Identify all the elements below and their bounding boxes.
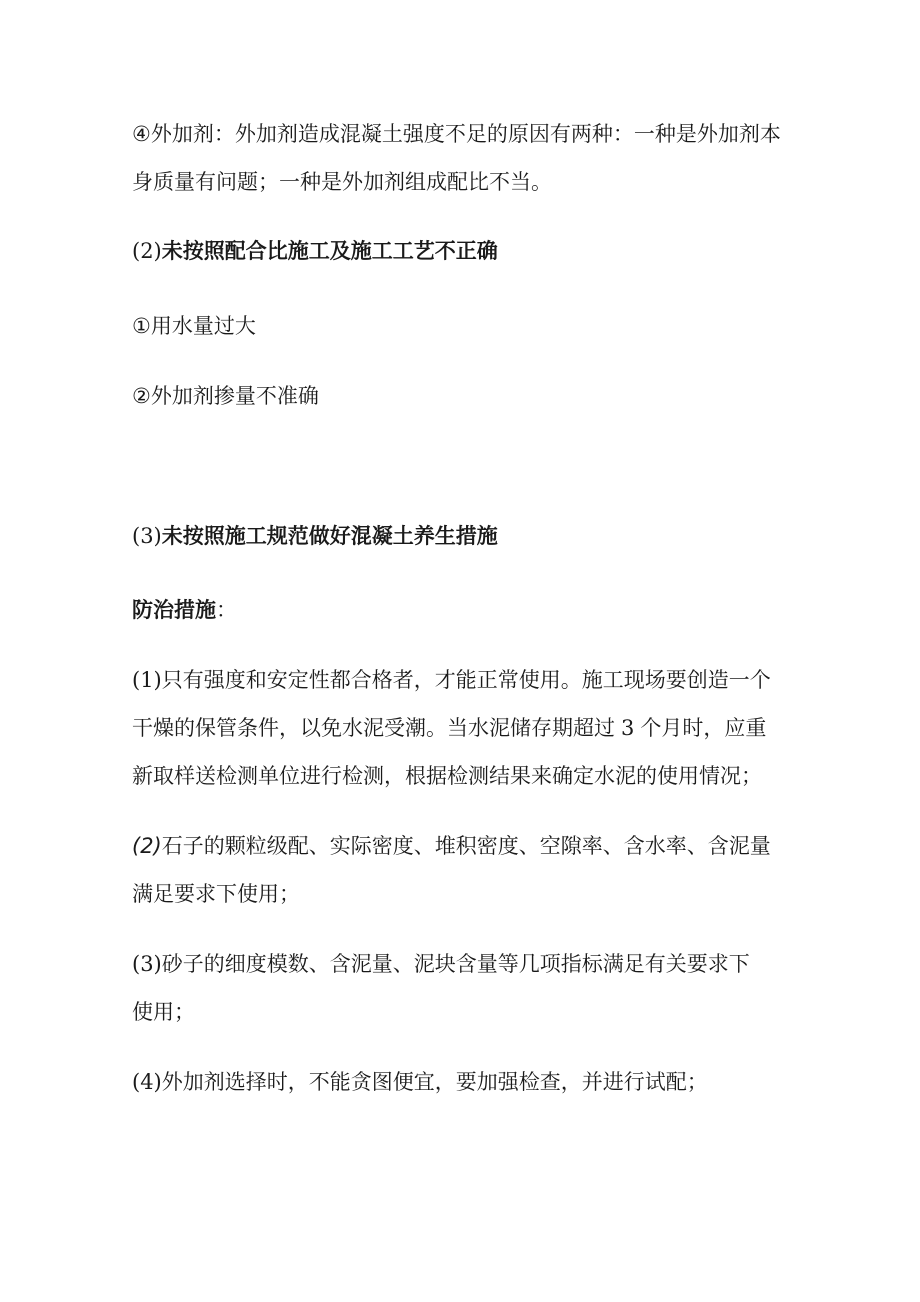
heading-line <box>132 512 800 560</box>
text-line: 新取样送检测单位进行检测，根据检测结果来确定水泥的使用情况； <box>132 764 762 788</box>
text-line: 满足要求下使用； <box>132 882 300 906</box>
list-item-water-excess <box>132 302 800 350</box>
text-line: ④外加剂：外加剂造成混凝土强度不足的原因有两种：一种是外加剂本 <box>132 122 781 146</box>
list-item-admixture-dosage <box>132 372 800 420</box>
item-number: (3) <box>132 952 162 976</box>
heading-colon: ： <box>216 598 237 622</box>
text-line: ②外加剂掺量不准确 <box>132 384 319 408</box>
measure-item-1 <box>132 656 800 800</box>
heading-line <box>132 586 800 634</box>
text-line <box>132 940 800 988</box>
text-line <box>132 656 800 704</box>
heading-line <box>132 227 800 275</box>
item-number: (4) <box>132 1070 162 1094</box>
text-line <box>132 822 800 870</box>
item-number-inline: 3 <box>621 716 635 740</box>
heading-text: 未按照配合比施工及施工工艺不正确 <box>161 239 498 263</box>
heading-text: 未按照施工规范做好混凝土养生措施 <box>161 524 498 548</box>
text-line: 身质量有问题；一种是外加剂组成配比不当。 <box>132 170 552 194</box>
measure-item-2 <box>132 822 800 918</box>
paragraph-admixture-cause <box>132 110 800 206</box>
item-text: 个月时，应重 <box>640 716 767 740</box>
item-text: 只有强度和安定性都合格者，才能正常使用。施工现场要创造一个 <box>161 668 771 692</box>
heading-text: 防治措施 <box>132 598 216 622</box>
measure-item-3 <box>132 940 800 1036</box>
section-heading-3 <box>132 512 800 560</box>
heading-number: (3) <box>132 524 162 548</box>
item-text: 砂子的细度模数、含泥量、泥块含量等几项指标满足有关要求下 <box>161 952 750 976</box>
measure-item-4 <box>132 1058 800 1106</box>
item-number: (1) <box>132 668 162 692</box>
text-line: ①用水量过大 <box>132 314 256 338</box>
text-line <box>132 1058 800 1106</box>
item-text: 石子的颗粒级配、实际密度、堆积密度、空隙率、含水率、含泥量 <box>161 834 771 858</box>
section-heading-prevention <box>132 586 800 634</box>
item-text: 外加剂选择时，不能贪图便宜，要加强检查，并进行试配； <box>161 1070 708 1094</box>
section-heading-2 <box>132 227 800 275</box>
item-text: 干燥的保管条件，以免水泥受潮。当水泥储存期超过 <box>132 716 615 740</box>
heading-number: (2) <box>132 239 162 263</box>
text-line <box>132 704 800 752</box>
text-line: 使用； <box>132 1000 195 1024</box>
item-number: (2) <box>132 834 162 858</box>
